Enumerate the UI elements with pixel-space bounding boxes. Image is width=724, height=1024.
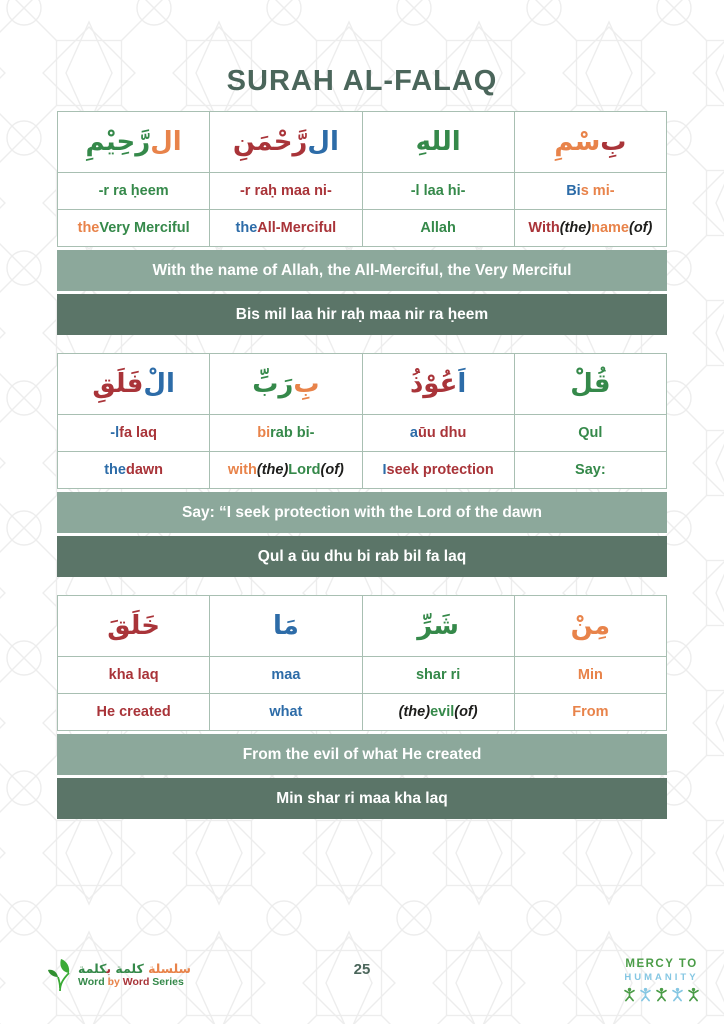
translation-cell: the Very Merciful bbox=[58, 210, 210, 247]
word-grid bbox=[57, 111, 667, 247]
translation-cell: with (the) Lord (of) bbox=[210, 452, 362, 489]
arabic-word-cell: اللهِ bbox=[363, 112, 515, 173]
series-arabic-title: سلسلة كلمة بكلمة bbox=[78, 960, 191, 976]
page-number: 25 bbox=[353, 961, 371, 978]
transliteration-cell: shar ri bbox=[363, 657, 515, 694]
verse-block-ayah-1 bbox=[57, 353, 667, 577]
arabic-word-cell: ال رَّحْمَنِ bbox=[210, 112, 362, 173]
arabic-word-cell: خَلَقَ bbox=[58, 596, 210, 657]
person-icon bbox=[639, 987, 652, 1002]
combined-transliteration-bar: Bis mil laa hir raḥ maa nir ra ḥeem bbox=[57, 294, 667, 335]
translation-cell: (the) evil (of) bbox=[363, 694, 515, 731]
translation-cell: Say: bbox=[515, 452, 667, 489]
translation-cell: Allah bbox=[363, 210, 515, 247]
arabic-word-cell: بِ رَبِّ bbox=[210, 354, 362, 415]
verse-block-bismillah bbox=[57, 111, 667, 335]
transliteration-cell: -l fa laq bbox=[58, 415, 210, 452]
translation-cell: He created bbox=[58, 694, 210, 731]
transliteration-cell: Qul bbox=[515, 415, 667, 452]
transliteration-cell: -r raḥ maa ni- bbox=[210, 173, 362, 210]
person-icon bbox=[687, 987, 700, 1002]
transliteration-cell: -l laa hi- bbox=[363, 173, 515, 210]
transliteration-cell: a ūu dhu bbox=[363, 415, 515, 452]
people-icons bbox=[623, 987, 700, 1002]
transliteration-cell: bi rab bi- bbox=[210, 415, 362, 452]
translation-cell: the All-Merciful bbox=[210, 210, 362, 247]
arabic-word-cell: مِنْ bbox=[515, 596, 667, 657]
translation-cell: the dawn bbox=[58, 452, 210, 489]
person-icon bbox=[655, 987, 668, 1002]
word-grid bbox=[57, 595, 667, 731]
combined-translation-bar: With the name of Allah, the All-Merciful, the Very Merciful bbox=[57, 250, 667, 291]
combined-transliteration-bar: Min shar ri maa kha laq bbox=[57, 778, 667, 819]
arabic-word-cell: بِ سْمِ bbox=[515, 112, 667, 173]
arabic-word-cell: مَا bbox=[210, 596, 362, 657]
translation-cell: I seek protection bbox=[363, 452, 515, 489]
combined-translation-bar: Say: “I seek protection with the Lord of the dawn bbox=[57, 492, 667, 533]
transliteration-cell: maa bbox=[210, 657, 362, 694]
person-icon bbox=[623, 987, 636, 1002]
verse-block-ayah-2 bbox=[57, 595, 667, 819]
transliteration-cell: Min bbox=[515, 657, 667, 694]
transliteration-cell: Bi s mi- bbox=[515, 173, 667, 210]
arabic-word-cell: شَرِّ bbox=[363, 596, 515, 657]
arabic-word-cell: قُلْ bbox=[515, 354, 667, 415]
translation-cell: what bbox=[210, 694, 362, 731]
translation-cell: From bbox=[515, 694, 667, 731]
mercy-to-humanity-logo bbox=[623, 957, 700, 1002]
arabic-word-cell: ال رَّحِيْمِ bbox=[58, 112, 210, 173]
transliteration-cell: -r ra ḥeem bbox=[58, 173, 210, 210]
series-name: Word by Word Series bbox=[78, 976, 184, 989]
arabic-word-cell: اَ عُوْذُ bbox=[363, 354, 515, 415]
humanity-text: HUMANITY bbox=[624, 971, 699, 983]
word-grid bbox=[57, 353, 667, 489]
page-title: SURAH AL-FALAQ bbox=[226, 65, 498, 97]
translation-cell: With (the) name (of) bbox=[515, 210, 667, 247]
mercy-to-text: MERCY TO bbox=[625, 957, 698, 970]
combined-transliteration-bar: Qul a ūu dhu bi rab bil fa laq bbox=[57, 536, 667, 577]
transliteration-cell: kha laq bbox=[58, 657, 210, 694]
person-icon bbox=[671, 987, 684, 1002]
arabic-word-cell: الْ فَلَقِ bbox=[58, 354, 210, 415]
combined-translation-bar: From the evil of what He created bbox=[57, 734, 667, 775]
